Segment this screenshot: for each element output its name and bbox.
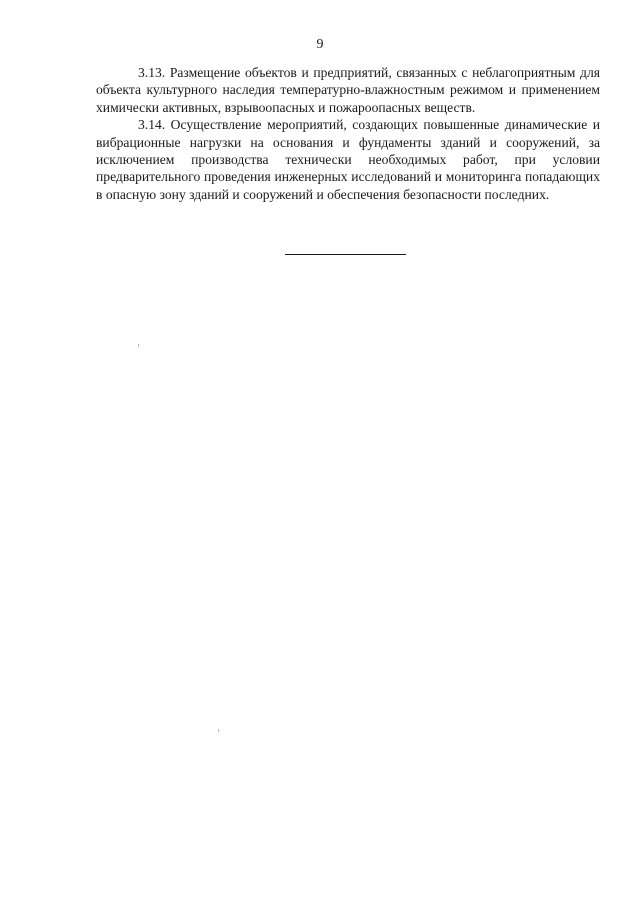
end-of-text-rule — [285, 254, 406, 255]
document-body — [96, 64, 600, 203]
paragraph-3-14: 3.14. Осуществление мероприятий, создающих повышенные динамические и вибрационные нагрузки на основания и фундаменты зданий и сооружений, за исключением производства технически необходимых работ, при условии предварительного проведения инженерных исследований и мониторинга попадающих в опасную зону зданий и сооружений и обеспечения безопасности последних. — [96, 117, 600, 202]
scan-speck — [138, 344, 139, 347]
scan-speck — [218, 729, 219, 732]
page-number: 9 — [316, 37, 324, 52]
paragraph-3-13: 3.13. Размещение объектов и предприятий, связанных с неблагоприятным для объекта культурного наследия температурно-влажностным режимом и применением химически активных, взрывоопасных и пожароопасных веществ. — [96, 65, 600, 115]
